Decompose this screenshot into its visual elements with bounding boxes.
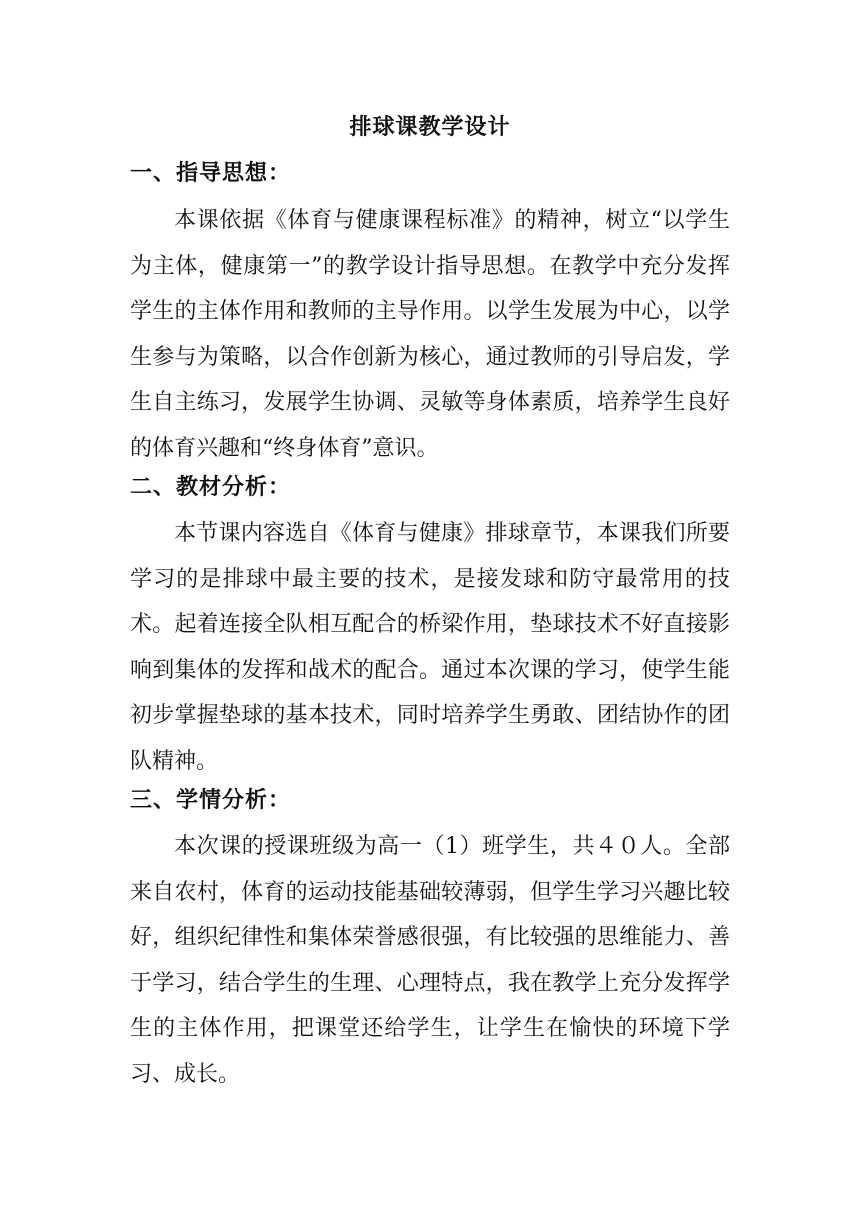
document-title: 排球课教学设计 [349, 115, 511, 140]
section-paragraph-student-analysis: 本次课的授课班级为高一（1）班学生，共４０人。全部来自农村，体育的运动技能基础较薄弱，但学生学习兴趣比较好，组织纪律性和集体荣誉感很强，有比较强的思维能力、善于学习，结合学生的生理、心理特点，我在教学上充分发挥学生的主体作用，把课堂还给学生，让学生在愉快的环境下学习、成长。 [130, 834, 730, 1087]
section-paragraph-textbook-analysis: 本节课内容选自《体育与健康》排球章节，本课我们所要学习的是排球中最主要的技术，是接发球和防守最常用的技术。起着连接全队相互配合的桥梁作用，垫球技术不好直接影响到集体的发挥和战术的配合。通过本次课的学习，使学生能初步掌握垫球的基本技术，同时培养学生勇敢、团结协作的团队精神。 [130, 521, 730, 774]
section-paragraph-guiding-ideology: 本课依据《体育与健康课程标准》的精神，树立“以学生为主体，健康第一”的教学设计指导思想。在教学中充分发挥学生的主体作用和教师的主导作用。以学生发展为中心，以学生参与为策略，以合作创新为核心，通过教师的引导启发，学生自主练习，发展学生协调、灵敏等身体素质，培养学生良好的体育兴趣和“终身体育”意识。 [130, 208, 730, 461]
section-heading-textbook-analysis: 二、教材分析： [130, 475, 292, 500]
section-heading-guiding-ideology: 一、指导思想： [130, 161, 292, 186]
section-heading-student-analysis: 三、学情分析： [130, 788, 292, 813]
